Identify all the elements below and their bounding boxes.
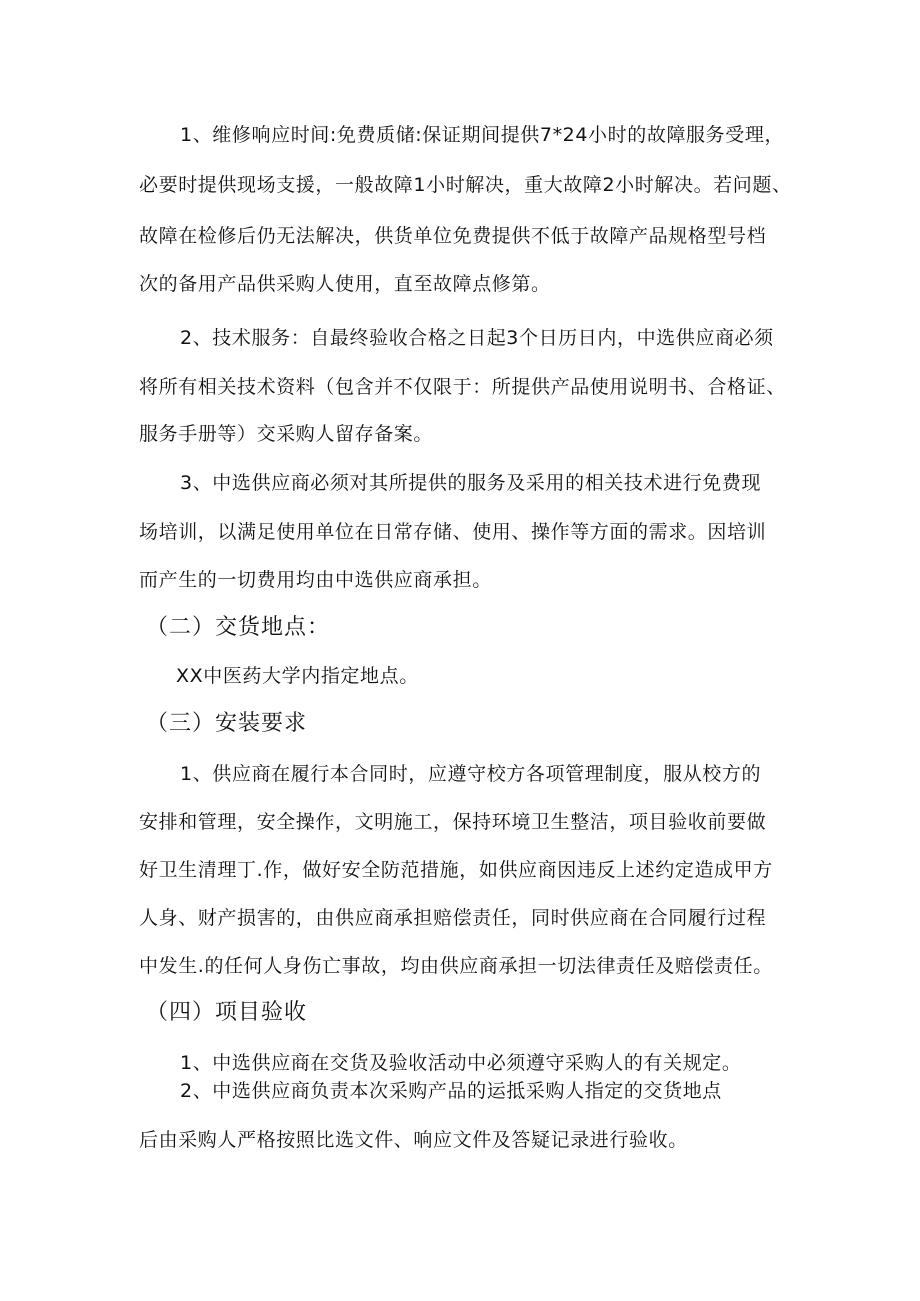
text-line: 3、中选供应商必须对其所提供的服务及采用的相关技术进行免费现	[180, 472, 762, 494]
text-line: 将所有相关技术资料（包含并不仅限于：所提供产品使用说明书、合格证、	[139, 376, 786, 398]
text-line: 场培训，以满足使用单位在日常存储、使用、操作等方面的需求。因培训	[139, 521, 767, 543]
text-line: 2、中选供应商负责本次采购产品的运抵采购人指定的交货地点	[180, 1080, 722, 1102]
section-heading-installation: （三）安装要求	[146, 711, 308, 736]
text-line: 中发生.的任何人身伤亡事故，均由供应商承担一切法律责任及赔偿责任。	[139, 955, 773, 977]
text-line: 必要时提供现场支援，一般故障1小时解决，重大故障2小时解决。若问题、	[139, 174, 792, 196]
text-line: 后由采购人严格按照比选文件、响应文件及答疑记录进行验收。	[139, 1129, 688, 1151]
text-line: 1、中选供应商在交货及验收活动中必须遵守采购人的有关规定。	[180, 1052, 742, 1074]
delivery-location-text: XX中医药大学内指定地点。	[176, 665, 419, 687]
text-line: 而产生的一切费用均由中选供应商承担。	[139, 569, 492, 591]
text-line: 人身、财产损害的，由供应商承担赔偿责任，同时供应商在合同履行过程	[139, 907, 767, 929]
text-line: 2、技术服务：自最终验收合格之日起3个日历日内，中选供应商必须	[180, 327, 774, 349]
text-line: 故障在检修后仍无法解决，供货单位免费提供不低于故障产品规格型号档	[139, 225, 767, 247]
text-line: 1、供应商在履行本合同时，应遵守校方各项管理制度，服从校方的	[180, 763, 762, 785]
section-heading-acceptance: （四）项目验收	[146, 1000, 308, 1025]
text-line: 1、维修响应时间:免费质储:保证期间提供7*24小时的故障服务受理，	[180, 124, 785, 146]
section-heading-delivery: （二）交货地点：	[146, 615, 331, 640]
text-line: 安排和管理，安全操作，文明施工，保持环境卫生整洁，项目验收前要做	[139, 811, 767, 833]
text-line: 服务手册等）交采购人留存备案。	[139, 423, 434, 445]
text-line: 好卫生清理丁.作，做好安全防范措施，如供应商因违反上述约定造成甲方	[139, 859, 773, 881]
text-line: 次的备用产品供采购人使用，直至故障点修第。	[139, 273, 551, 295]
